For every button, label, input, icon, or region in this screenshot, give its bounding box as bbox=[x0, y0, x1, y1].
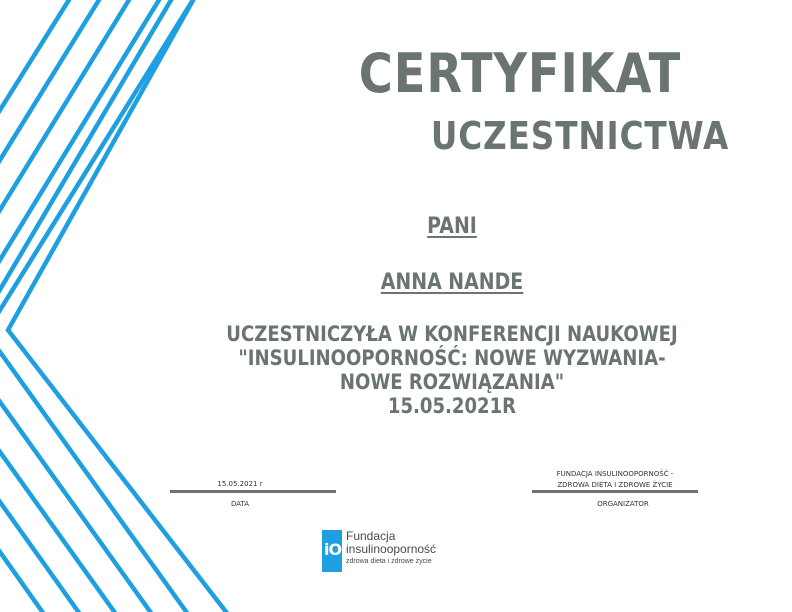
body-line: NOWE ROZWIĄZANIA" bbox=[339, 370, 565, 394]
body-line: 15.05.2021R bbox=[387, 394, 517, 418]
certificate-subtitle: UCZESTNICTWA bbox=[430, 114, 730, 158]
organizer-signature-line bbox=[532, 490, 698, 493]
certificate-title: CERTYFIKAT bbox=[358, 42, 682, 105]
recipient-name bbox=[192, 268, 711, 298]
organizer-value-line2: ZDROWA DIETA I ZDROWE ŻYCIE bbox=[557, 481, 673, 489]
stripe bbox=[0, 0, 162, 268]
recipient-name-text: ANNA NANDE bbox=[380, 270, 524, 295]
body-line: "INSULINOOPORNOŚĆ: NOWE WYZWANIA- bbox=[238, 346, 666, 370]
logo-badge bbox=[322, 530, 342, 572]
stripe bbox=[0, 395, 154, 612]
foundation-logo bbox=[322, 528, 462, 574]
certificate-body bbox=[192, 322, 711, 418]
salutation bbox=[192, 212, 711, 242]
date-signature-line bbox=[170, 490, 336, 493]
stripe bbox=[0, 345, 190, 612]
stripe bbox=[0, 0, 174, 298]
date-value: 15.05.2021 r bbox=[217, 480, 263, 488]
organizer-label: ORGANIZATOR bbox=[597, 500, 649, 508]
salutation-text: PANI bbox=[427, 214, 477, 239]
logo-line3: zdrowa dieta i zdrowe życie bbox=[346, 558, 432, 565]
logo-badge-text: iO bbox=[324, 540, 342, 559]
date-label: DATA bbox=[230, 500, 250, 508]
body-line: UCZESTNICZYŁA W KONFERENCJI NAUKOWEJ bbox=[226, 322, 678, 346]
stripe bbox=[0, 0, 132, 218]
organizer-value-line1: FUNDACJA INSULINOOPORNOŚĆ - bbox=[556, 470, 674, 478]
logo-line1: Fundacja bbox=[346, 529, 396, 543]
logo-line2: insulinooporność bbox=[346, 542, 437, 556]
